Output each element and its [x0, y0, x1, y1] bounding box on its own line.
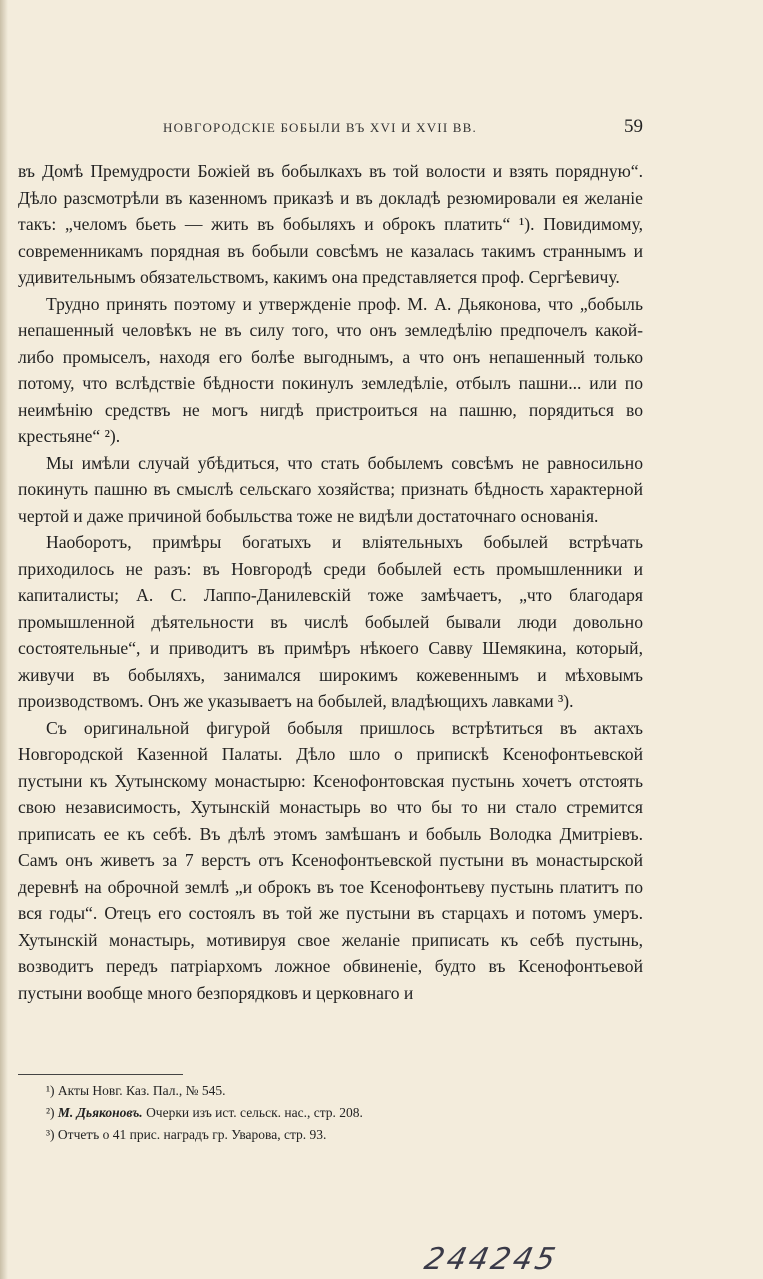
footnote	[46, 1080, 606, 1102]
footnote-author: М. Дьяконовъ.	[57, 1105, 143, 1120]
page-header	[18, 116, 643, 140]
footnote-rule	[18, 1074, 183, 1075]
footnote	[46, 1102, 606, 1124]
paragraph: Трудно принять поэтому и утвержденіе проф. М. А. Дьяконова, что „бобыль непашенный человѣкъ не въ силу того, что онъ земледѣлію предпочелъ какой-либо промыселъ, находя его болѣе выгоднымъ, а что онъ непашенный только потому, что вслѣдствіе бѣдности покинулъ земледѣліе, отбылъ пашни... или по неимѣнію средствъ не могъ нигдѣ пристроиться на пашню, порядиться во крестьяне“ ²).	[18, 293, 643, 446]
paragraph: Съ оригинальной фигурой бобыля пришлось встрѣтиться въ актахъ Новгородской Казенной Палаты. Дѣло шло о припискѣ Ксенофонтьевской пустыни къ Хутынскому монастырю: Ксенофонтовская пустынь хочетъ отстоять свою независимость, Хутынскій монастырь во что бы то ни стало стремится приписать ее къ себѣ. Въ дѣлѣ этомъ замѣшанъ и бобыль Володка Дмитріевъ. Самъ онъ живетъ за 7 верстъ отъ Ксенофонтьевской пустыни въ монастырской деревнѣ на оброчной землѣ „и оброкъ въ тое Ксенофонтьеву пустынь платитъ по вся годы“. Отецъ его состоялъ въ той же пустыни въ старцахъ и потомъ умеръ. Хутынскій монастырь, мотивируя свое желаніе приписать къ себѣ пустынь, возводитъ передъ патріархомъ ложное обвиненіе, будто въ Ксенофонтьевой пустыни вообще много безпорядковъ и церковнаго и	[18, 717, 643, 1003]
paragraph: въ Домѣ Премудрости Божіей въ бобылкахъ въ той волости и взять порядную“. Дѣло разсмотрѣли въ казенномъ приказѣ и въ докладѣ резюмировали ея желаніе такъ: „челомъ бьеть — жить въ бобыляхъ и оброкъ платить“ ¹). Повидимому, современникамъ порядная въ бобыли совсѣмъ не казалась такимъ страннымъ и удивительнымъ обязательствомъ, какимъ она представляется проф. Сергѣевичу.	[18, 161, 643, 287]
footnote-mark: ¹)	[46, 1083, 55, 1098]
footnote-text: Очерки изъ ист. сельск. нас., стр. 208.	[146, 1105, 363, 1120]
footnote-mark: ²)	[46, 1105, 55, 1120]
footnote-text: Отчетъ о 41 прис. наградъ гр. Уварова, стр. 93.	[57, 1127, 327, 1142]
paragraph: Наоборотъ, примѣры богатыхъ и вліятельныхъ бобылей встрѣчать приходилось не разъ: въ Новгородѣ среди бобылей есть промышленники и капиталисты; А. С. Лаппо-Данилевскій тоже замѣчаетъ, „что благодаря промышленной дѣятельности въ числѣ бобылей бывали люди довольно состоятельные“, и приводитъ въ примѣръ нѣкоего Савву Шемякина, который, живучи въ бобыляхъ, занимался широкимъ кожевеннымъ и мѣховымъ производствомъ. Онъ же указываетъ на бобылей, владѣющихъ лавками ³).	[18, 532, 643, 711]
paragraph: Мы имѣли случай убѣдиться, что стать бобылемъ совсѣмъ не равносильно покинуть пашню въ смыслѣ сельскаго хозяйства; признать бѣдность характерной чертой и даже причиной бобыльства тоже не видѣли достаточнаго основанія.	[18, 452, 643, 526]
handwritten-inventory-number: 244245	[421, 1242, 562, 1277]
footnote	[46, 1124, 606, 1146]
footnote-mark: ³)	[46, 1127, 55, 1142]
page-number: 59	[624, 116, 643, 137]
body-text	[18, 158, 643, 1006]
footnotes	[46, 1080, 606, 1146]
running-head: НОВГОРОДСКІЕ БОБЫЛИ ВЪ XVI И XVII ВВ.	[163, 120, 477, 135]
page-edge	[0, 0, 8, 1279]
footnote-text: Акты Новг. Каз. Пал., № 545.	[57, 1083, 226, 1098]
